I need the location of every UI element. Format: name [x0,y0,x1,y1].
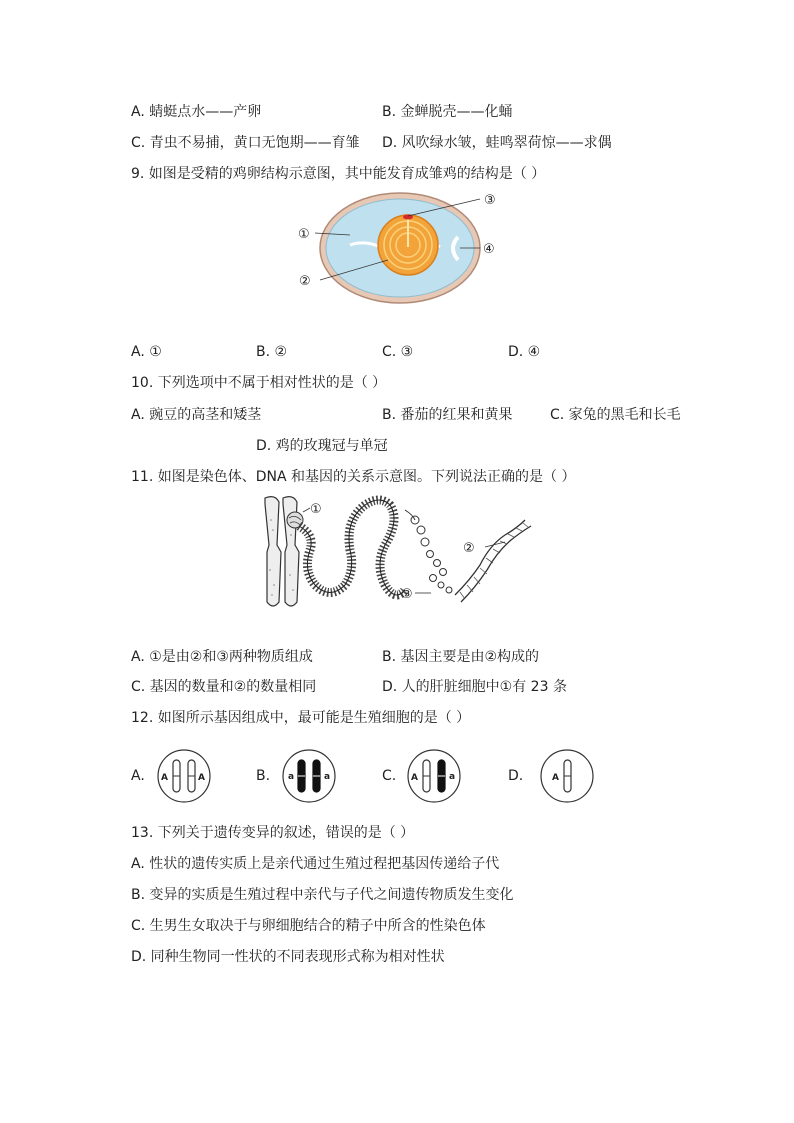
egg-label-1: ① [298,227,310,242]
egg-label-4: ④ [483,242,495,257]
q12-option-d: D. [508,768,524,784]
egg-label-3: ③ [484,193,496,208]
egg-label-2: ② [299,274,311,289]
cell-d-left-gene: A [552,773,559,783]
egg-diagram [290,185,510,310]
q11-option-a: A. ①是由②和③两种物质组成 [131,649,313,665]
chromosome-dna-diagram [255,490,540,615]
q11-stem: 11. 如图是染色体、DNA 和基因的关系示意图。下列说法正确的是（ ） [131,469,576,485]
cell-a-left-gene: A [161,773,168,783]
chromosome-label-3: ③ [401,587,413,602]
q10-option-b: B. 番茄的红果和黄果 [382,407,513,423]
q9-option-a: A. ① [131,344,162,360]
chromosome-label-2: ② [463,541,475,556]
cell-d-diagram [539,748,595,804]
cell-c-left-gene: A [411,773,418,783]
q13-option-a: A. 性状的遗传实质上是亲代通过生殖过程把基因传递给子代 [131,856,500,872]
cell-a-right-gene: A [198,773,205,783]
cell-b-left-gene: a [288,772,295,782]
q11-option-d: D. 人的肝脏细胞中①有 23 条 [382,679,567,695]
q9-stem: 9. 如图是受精的鸡卵结构示意图，其中能发育成雏鸡的结构是（ ） [131,166,546,182]
q8-option-c: C. 青虫不易捕，黄口无饱期——育雏 [131,135,360,151]
q10-option-a: A. 豌豆的高茎和矮茎 [131,407,262,423]
chromosome-label-1: ① [310,502,322,517]
q12-option-a: A. [131,768,145,784]
cell-a-diagram [156,748,212,804]
cell-c-right-gene: a [449,772,456,782]
q10-option-c: C. 家兔的黑毛和长毛 [550,407,681,423]
q11-option-b: B. 基因主要是由②构成的 [382,649,540,665]
q12-option-b: B. [256,768,271,784]
q10-option-d: D. 鸡的玫瑰冠与单冠 [256,438,388,454]
q9-option-b: B. ② [256,344,288,360]
q9-option-c: C. ③ [382,344,414,360]
cell-b-diagram [281,748,337,804]
q10-stem: 10. 下列选项中不属于相对性状的是（ ） [131,375,387,391]
cell-b-right-gene: a [324,772,331,782]
q13-stem: 13. 下列关于遗传变异的叙述，错误的是（ ） [131,825,415,841]
q11-option-c: C. 基因的数量和②的数量相同 [131,679,317,695]
q13-option-c: C. 生男生女取决于与卵细胞结合的精子中所含的性染色体 [131,918,486,934]
q8-option-d: D. 风吹绿水皱，蛙鸣翠荷惊——求偶 [382,135,612,151]
q12-stem: 12. 如图所示基因组成中，最可能是生殖细胞的是（ ） [131,710,471,726]
q9-option-d: D. ④ [508,344,541,360]
q13-option-d: D. 同种生物同一性状的不同表现形式称为相对性状 [131,949,445,965]
q13-option-b: B. 变异的实质是生殖过程中亲代与子代之间遗传物质发生变化 [131,887,514,903]
q12-option-c: C. [382,768,397,784]
q8-option-a: A. 蜻蜓点水——产卵 [131,104,262,120]
cell-c-diagram [406,748,462,804]
q8-option-b: B. 金蝉脱壳——化蛹 [382,104,513,120]
